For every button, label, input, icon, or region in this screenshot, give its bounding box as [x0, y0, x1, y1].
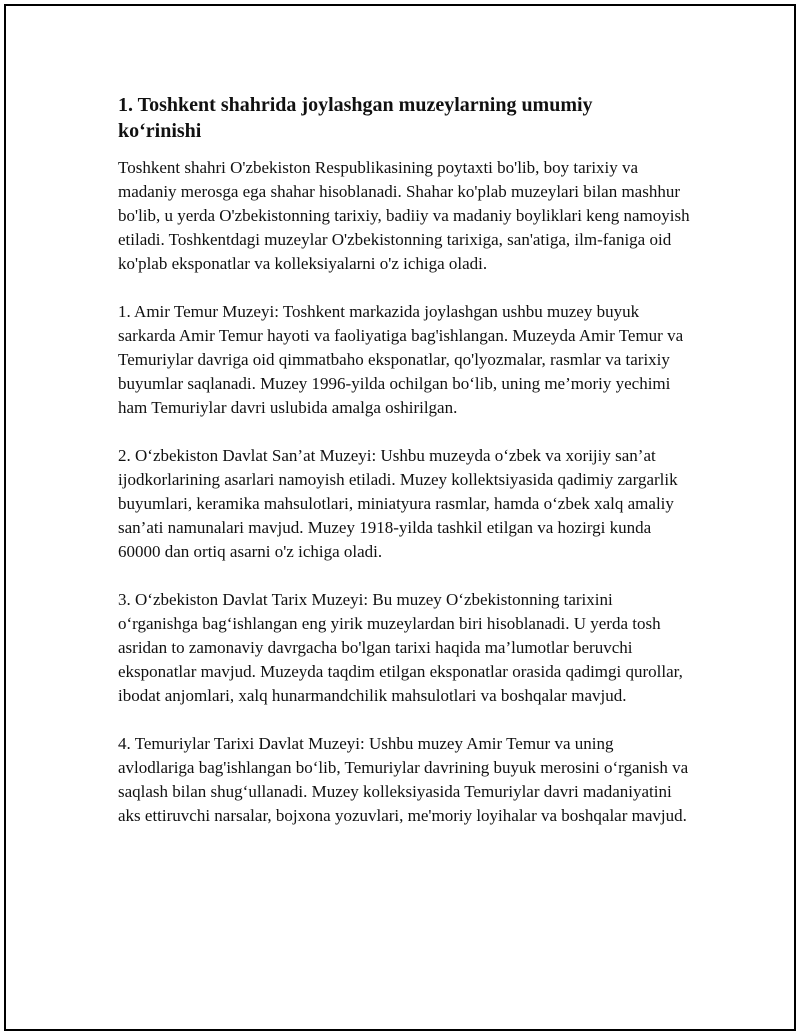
- intro-paragraph: Toshkent shahri O'zbekiston Respublikasining poytaxti bo'lib, boy tarixiy va madaniy merosga ega shahar hisoblanadi. Shahar ko'plab muzeylari bilan mashhur bo'lib, u yerda O'zbekistonning tarixiy, badiiy va madaniy boyliklari keng namoyish etiladi. Toshkentdagi muzeylar O'zbekistonning tarixiga, san'atiga, ilm-faniga oid ko'plab eksponatlar va kolleksiyalarni o'z ichiga oladi.: [118, 158, 690, 273]
- document-body: [118, 92, 690, 828]
- museum-item-amir-temur: 1. Amir Temur Muzeyi: Toshkent markazida joylashgan ushbu muzey buyuk sarkarda Amir Temur hayoti va faoliyatiga bag'ishlangan. Muzeyda Amir Temur va Temuriylar davriga oid qimmatbaho eksponatlar, qo'lyozmalar, rasmlar va tarixiy buyumlar saqlanadi. Muzey 1996-yilda ochilgan bo‘lib, uning me’moriy yechimi ham Temuriylar davri uslubida amalga oshirilgan.: [118, 302, 684, 417]
- museum-item-state-history: 3. O‘zbekiston Davlat Tarix Muzeyi: Bu muzey O‘zbekistonning tarixini o‘rganishga bag‘ishlangan eng yirik muzeylardan biri hisoblanadi. U yerda tosh asridan to zamonaviy davrgacha bo'lgan tarixi haqida ma’lumotlar beruvchi eksponatlar mavjud. Muzeyda taqdim etilgan eksponatlar orasida qadimgi qurollar, ibodat anjomlari, xalq hunarmandchilik mahsulotlari va boshqalar mavjud.: [118, 590, 683, 705]
- museum-item-timurid-history: 4. Temuriylar Tarixi Davlat Muzeyi: Ushbu muzey Amir Temur va uning avlodlariga bag'ishlangan bo‘lib, Temuriylar davrining buyuk merosini o‘rganish va saqlash bilan shug‘ullanadi. Muzey kolleksiyasida Temuriylar davri madaniyatini aks ettiruvchi narsalar, bojxona yozuvlari, me'moriy loyihalar va boshqalar mavjud.: [118, 734, 689, 825]
- section-title: 1. Toshkent shahrida joylashgan muzeylarning umumiy ko‘rinishi: [118, 94, 593, 142]
- museum-item-state-art: 2. O‘zbekiston Davlat San’at Muzeyi: Ushbu muzeyda o‘zbek va xorijiy san’at ijodkorlarining asarlari namoyish etiladi. Muzey kollektsiyasida qadimiy zargarlik buyumlari, keramika mahsulotlari, miniatyura rasmlar, hamda o‘zbek xalq amaliy san’ati namunalari mavjud. Muzey 1918-yilda tashkil etilgan va hozirgi kunda 60000 dan ortiq asarni o'z ichiga oladi.: [118, 446, 678, 561]
